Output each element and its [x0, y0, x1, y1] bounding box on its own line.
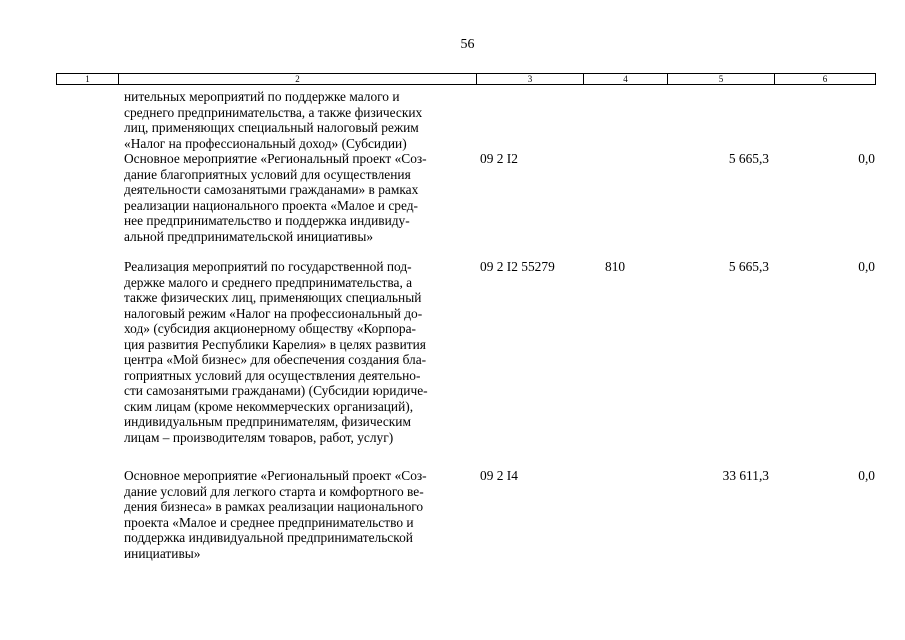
- row-description: [124, 151, 469, 244]
- row-amount-2: 0,0: [858, 468, 875, 483]
- description-line: проекта «Малое и среднее предпринимательство и: [124, 514, 414, 530]
- row-expense-type: 810: [605, 259, 626, 274]
- row-amount: 5 665,3: [728, 151, 769, 166]
- description-line: нительных мероприятий по поддержке малого и: [124, 89, 400, 104]
- description-line: реализации национального проекта «Малое и сред-: [124, 197, 418, 213]
- row-amount-2: 0,0: [858, 151, 875, 166]
- row-description: [124, 259, 469, 445]
- row-code: 09 2 I2: [480, 151, 518, 166]
- row-amount: 33 611,3: [722, 468, 769, 483]
- description-line: центра «Мой бизнес» для обеспечения создания бла-: [124, 352, 427, 367]
- description-line: Основное мероприятие «Региональный проект «Соз-: [124, 151, 427, 166]
- description-line: сти самозанятыми гражданами) (Субсидии юридиче-: [124, 383, 428, 398]
- description-line: лиц, применяющих специальный налоговый режим: [124, 120, 419, 135]
- column-header-5: 5: [668, 74, 775, 84]
- column-number-header: [56, 73, 876, 85]
- description-line: Основное мероприятие «Региональный проект «Соз-: [124, 468, 427, 483]
- row-code: 09 2 I4: [480, 468, 518, 483]
- description-line: лицам – производителям товаров, работ, услуг): [124, 429, 394, 445]
- row-code: 09 2 I2 55279: [480, 259, 555, 274]
- row-amount: 5 665,3: [728, 259, 769, 274]
- description-line: индивидуальным предпринимателям, физическим: [124, 414, 411, 429]
- description-line: дения бизнеса» в рамках реализации национального: [124, 499, 424, 514]
- page-number: 56: [460, 37, 475, 52]
- description-line: держке малого и среднего предпринимательства, а: [124, 274, 413, 290]
- description-line: ция развития Республики Карелия» в целях развития: [124, 336, 426, 352]
- column-header-1: 1: [57, 74, 119, 84]
- row-amount-2: 0,0: [858, 259, 875, 274]
- description-line: нее предпринимательство и поддержка индивиду-: [124, 213, 410, 228]
- description-line: дание условий для легкого старта и комфортного ве-: [124, 483, 424, 499]
- column-header-4: 4: [584, 74, 668, 84]
- description-line: «Налог на профессиональный доход» (Субсидии): [124, 135, 407, 151]
- description-line: также физических лиц, применяющих специальный: [124, 290, 422, 305]
- description-line: гоприятных условий для осуществления деятельно-: [124, 367, 421, 383]
- column-header-6: 6: [822, 74, 828, 84]
- description-line: деятельности самозанятыми гражданами» в рамках: [124, 182, 419, 197]
- description-line: ским лицам (кроме некоммерческих организаций),: [124, 398, 414, 414]
- description-line: налоговый режим «Налог на профессиональный до-: [124, 305, 423, 321]
- row-description: [124, 468, 469, 561]
- row-description: [124, 89, 469, 151]
- column-header-3: 3: [477, 74, 584, 84]
- description-line: альной предпринимательской инициативы»: [124, 228, 374, 244]
- description-line: инициативы»: [124, 545, 201, 561]
- description-line: среднего предпринимательства, а также физических: [124, 104, 423, 120]
- description-line: ход» (субсидия акционерному обществу «Корпора-: [124, 321, 417, 336]
- description-line: поддержка индивидуальной предпринимательской: [124, 530, 413, 545]
- column-header-2: 2: [119, 74, 477, 84]
- description-line: дание благоприятных условий для осуществления: [124, 166, 411, 182]
- description-line: Реализация мероприятий по государственной под-: [124, 259, 412, 274]
